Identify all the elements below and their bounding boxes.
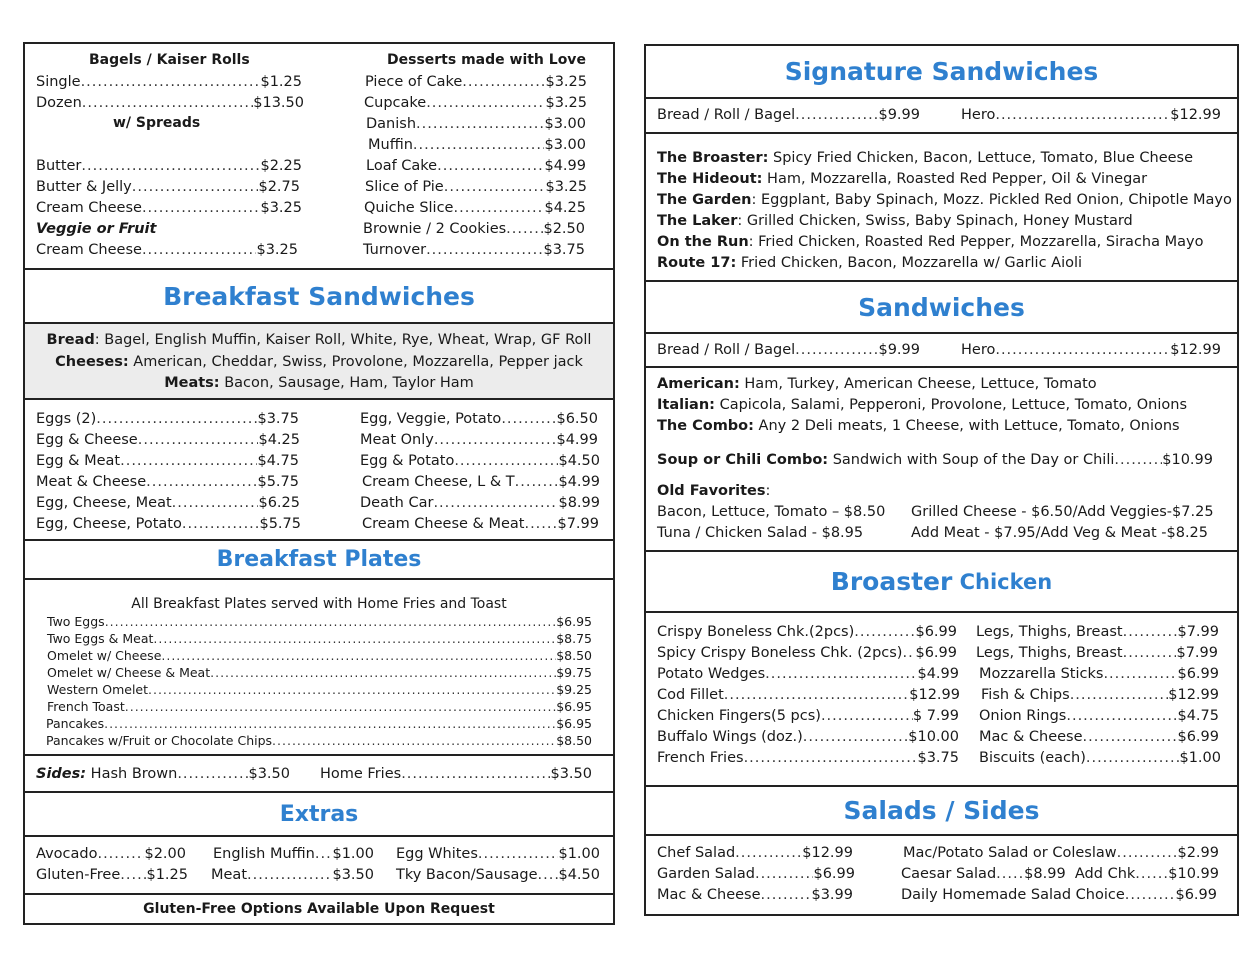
menu-item: Butter ..... $2.25 — [36, 157, 302, 175]
menu-item: Tky Bacon/Sausage ..... $4.50 — [396, 866, 600, 884]
dot-leader — [765, 665, 917, 683]
menu-item: Legs, Thighs, Breast ..... $7.99 — [976, 644, 1218, 662]
salads-sides-title: Salads / Sides — [646, 787, 1237, 836]
dot-leader — [735, 844, 802, 862]
menu-item: Loaf Cake ..... $4.99 — [366, 157, 586, 175]
dot-leader — [177, 765, 248, 783]
sandwiches-list — [646, 334, 1237, 552]
dot-leader — [515, 473, 559, 491]
sandwich-description: American: Ham, Turkey, American Cheese, Lettuce, Tomato — [657, 376, 1097, 392]
dot-leader — [426, 241, 543, 259]
dot-leader — [444, 178, 546, 196]
soup-combo: Soup or Chili Combo: Sandwich with Soup of the Day or Chili ..... $10.99 — [657, 451, 1213, 469]
veggie-label: Veggie or Fruit — [36, 221, 157, 237]
menu-item: Turnover ..... $3.75 — [363, 241, 585, 259]
dot-leader — [506, 220, 543, 238]
dot-leader — [755, 865, 814, 883]
sandwich-description: The Hideout: Ham, Mozzarella, Roasted Red Pepper, Oil & Vinegar — [657, 171, 1148, 187]
dot-leader — [478, 845, 559, 863]
cheese-options: Cheeses: American, Cheddar, Swiss, Provolone, Mozzarella, Pepper jack — [55, 354, 583, 370]
dot-leader — [795, 341, 878, 359]
left-menu-panel — [23, 42, 615, 925]
dot-leader — [82, 94, 253, 112]
menu-item: Cod Fillet ..... $12.99 — [657, 686, 960, 704]
dot-leader — [315, 845, 333, 863]
menu-item: Cream Cheese ..... $3.25 — [36, 241, 298, 259]
breakfast-plates-list — [25, 580, 613, 756]
menu-item: Daily Homemade Salad Choice ..... $6.99 — [901, 886, 1217, 904]
dot-leader — [1070, 686, 1169, 704]
dot-leader — [1083, 728, 1178, 746]
dot-leader — [97, 845, 144, 863]
bagels-header: Bagels / Kaiser Rolls — [89, 52, 250, 68]
dot-leader — [120, 866, 146, 884]
dot-leader — [401, 765, 550, 783]
extras-title: Extras — [25, 793, 613, 837]
menu-item: Cream Cheese, L & T ..... $4.99 — [362, 473, 600, 491]
dot-leader — [724, 686, 909, 704]
menu-item: Eggs (2) ..... $3.75 — [36, 410, 299, 428]
menu-item: Quiche Slice ..... $4.25 — [364, 199, 586, 217]
dot-leader — [161, 647, 556, 664]
menu-item: Meat Only ..... $4.99 — [360, 431, 598, 449]
menu-item: Meat ..... $3.50 — [211, 866, 374, 884]
spreads-header: w/ Spreads — [113, 115, 201, 131]
dot-leader — [902, 644, 915, 662]
menu-item: Egg & Meat ..... $4.75 — [36, 452, 299, 470]
menu-item: Crispy Boneless Chk.(2pcs) ..... $6.99 — [657, 623, 957, 641]
menu-item: French Toast ..... $6.95 — [47, 698, 592, 715]
menu-item: Egg, Veggie, Potato ..... $6.50 — [360, 410, 598, 428]
menu-item: Cream Cheese ..... $3.25 — [36, 199, 302, 217]
salads-list — [646, 836, 1237, 914]
menu-item: Western Omelet ..... $9.25 — [47, 681, 592, 698]
dot-leader — [995, 341, 1170, 359]
dot-leader — [1117, 844, 1178, 862]
menu-item: Two Eggs ..... $6.95 — [47, 613, 592, 630]
menu-item: Muffin ..... $3.00 — [368, 136, 586, 154]
menu-item: Mozzarella Sticks ..... $6.99 — [979, 665, 1219, 683]
dot-leader — [1086, 749, 1180, 767]
dot-leader — [210, 664, 556, 681]
menu-item: Omelet w/ Cheese & Meat ..... $9.75 — [47, 664, 592, 681]
dot-leader — [462, 73, 545, 91]
menu-item: Egg, Cheese, Meat ..... $6.25 — [36, 494, 300, 512]
breakfast-sandwich-list — [25, 400, 613, 541]
menu-item: Slice of Pie ..... $3.25 — [365, 178, 587, 196]
menu-item: Spicy Crispy Boneless Chk. (2pcs) ..... $6.99 — [657, 644, 957, 662]
dot-leader — [996, 865, 1024, 883]
menu-item: Hero ..... $12.99 — [961, 341, 1221, 359]
dot-leader — [104, 715, 556, 732]
dot-leader — [437, 157, 544, 175]
menu-item: Cream Cheese & Meat ..... $7.99 — [362, 515, 599, 533]
dot-leader — [433, 494, 558, 512]
menu-item: Avocado ..... $2.00 — [36, 845, 186, 863]
sandwich-description: Italian: Capicola, Salami, Pepperoni, Provolone, Lettuce, Tomato, Onions — [657, 397, 1187, 413]
dot-leader — [854, 623, 915, 641]
dot-leader — [821, 707, 913, 725]
menu-item: Egg, Cheese, Potato ..... $5.75 — [36, 515, 301, 533]
sandwich-description: Route 17: Fried Chicken, Bacon, Mozzarella w/ Garlic Aioli — [657, 255, 1083, 271]
menu-item: Fish & Chips ..... $12.99 — [981, 686, 1219, 704]
menu-item: Biscuits (each) ..... $1.00 — [979, 749, 1221, 767]
dot-leader — [1135, 865, 1168, 883]
dot-leader — [153, 630, 556, 647]
menu-item: Piece of Cake ..... $3.25 — [365, 73, 587, 91]
sandwich-description: The Laker: Grilled Chicken, Swiss, Baby Spinach, Honey Mustard — [657, 213, 1133, 229]
menu-item: Home Fries ..... $3.50 — [320, 765, 592, 783]
menu-item: Hero ..... $12.99 — [961, 106, 1221, 124]
menu-item: French Fries ..... $3.75 — [657, 749, 959, 767]
dot-leader — [434, 431, 557, 449]
gluten-free-footer — [25, 895, 613, 923]
menu-item: Brownie / 2 Cookies ..... $2.50 — [363, 220, 585, 238]
dot-leader — [1123, 623, 1178, 641]
menu-item: Bread / Roll / Bagel ..... $9.99 — [657, 341, 920, 359]
sandwiches-title: Sandwiches — [646, 282, 1237, 334]
sandwich-description: The Broaster: Spicy Fried Chicken, Bacon, Lettuce, Tomato, Blue Cheese — [657, 150, 1194, 166]
dot-leader — [105, 613, 557, 630]
menu-item: Mac/Potato Salad or Coleslaw ..... $2.99 — [903, 844, 1219, 862]
dot-leader — [1125, 886, 1176, 904]
dot-leader — [138, 431, 259, 449]
dot-leader — [995, 106, 1170, 124]
menu-item: Meat & Cheese ..... $5.75 — [36, 473, 299, 491]
old-favorite-item: Add Meat - $7.95/Add Veg & Meat -$8.25 — [911, 525, 1209, 541]
dot-leader — [453, 199, 544, 217]
dot-leader — [426, 94, 545, 112]
dot-leader — [524, 515, 557, 533]
dot-leader — [803, 728, 909, 746]
menu-item: Egg Whites ..... $1.00 — [396, 845, 600, 863]
dot-leader — [744, 749, 918, 767]
footer-note: Gluten-Free Options Available Upon Request — [143, 901, 495, 917]
dot-leader — [1103, 665, 1177, 683]
dot-leader — [182, 515, 260, 533]
sandwich-description: The Combo: Any 2 Deli meats, 1 Cheese, with Lettuce, Tomato, Onions — [657, 418, 1180, 434]
chicken-word: Chicken — [952, 569, 1053, 594]
menu-item: Legs, Thighs, Breast ..... $7.99 — [976, 623, 1219, 641]
menu-item: Egg & Potato ..... $4.50 — [360, 452, 600, 470]
menu-item: Two Eggs & Meat ..... $8.75 — [47, 630, 592, 647]
broaster-list — [646, 613, 1237, 787]
menu-item: English Muffin ..... $1.00 — [213, 845, 374, 863]
signature-sandwiches-title: Signature Sandwiches — [646, 46, 1237, 99]
menu-item: Chicken Fingers(5 pcs) ..... $ 7.99 — [657, 707, 959, 725]
menu-item: Single ..... $1.25 — [36, 73, 302, 91]
bread-options: Bread: Bagel, English Muffin, Kaiser Roll, White, Rye, Wheat, Wrap, GF Roll — [46, 332, 592, 348]
dot-leader — [148, 681, 556, 698]
bagels-desserts-section — [25, 44, 613, 270]
desserts-header: Desserts made with Love — [387, 52, 586, 68]
menu-item: Cupcake ..... $3.25 — [364, 94, 587, 112]
menu-item: Egg & Cheese ..... $4.25 — [36, 431, 300, 449]
dot-leader — [81, 73, 261, 91]
menu-item: Caesar Salad ..... $8.99 Add Chk ..... $10.99 — [901, 865, 1219, 883]
plates-note: All Breakfast Plates served with Home Fries and Toast — [131, 596, 507, 612]
menu-item: Buffalo Wings (doz.) ..... $10.00 — [657, 728, 959, 746]
old-favorite-item: Tuna / Chicken Salad - $8.95 — [657, 525, 864, 541]
breakfast-plates-title: Breakfast Plates — [25, 541, 613, 580]
dot-leader — [142, 199, 261, 217]
dot-leader — [120, 452, 257, 470]
sandwich-description: The Garden: Eggplant, Baby Spinach, Mozz. Pickled Red Onion, Chipotle Mayo — [657, 192, 1232, 208]
dot-leader — [416, 115, 544, 133]
dot-leader — [795, 106, 878, 124]
dot-leader — [454, 452, 558, 470]
dot-leader — [247, 866, 332, 884]
menu-item: Onion Rings ..... $4.75 — [979, 707, 1219, 725]
signature-sandwiches-list — [646, 99, 1237, 282]
dot-leader — [146, 473, 257, 491]
extras-list — [25, 837, 613, 895]
dot-leader — [172, 494, 259, 512]
breakfast-options — [25, 324, 613, 400]
sandwich-description: On the Run: Fried Chicken, Roasted Red Pepper, Mozzarella, Siracha Mayo — [657, 234, 1204, 250]
broaster-word: Broaster — [830, 567, 953, 596]
dot-leader — [501, 410, 556, 428]
menu-item: Death Car ..... $8.99 — [360, 494, 600, 512]
right-menu-panel — [644, 44, 1239, 916]
dot-leader — [413, 136, 545, 154]
menu-item: Butter & Jelly ..... $2.75 — [36, 178, 300, 196]
old-favorite-item: Grilled Cheese - $6.50/Add Veggies-$7.25 — [911, 504, 1214, 520]
dot-leader — [272, 732, 556, 749]
sides-row — [25, 756, 613, 793]
menu-item: Omelet w/ Cheese ..... $8.50 — [47, 647, 592, 664]
dot-leader — [96, 410, 257, 428]
old-favorites-label: Old Favorites: — [657, 483, 771, 499]
menu-item: Bread / Roll / Bagel ..... $9.99 — [657, 106, 920, 124]
menu-item: Pancakes w/Fruit or Chocolate Chips ..... $8.50 — [46, 732, 592, 749]
dot-leader — [1123, 644, 1177, 662]
menu-item: Danish ..... $3.00 — [366, 115, 586, 133]
menu-item: Mac & Cheese ..... $6.99 — [979, 728, 1219, 746]
menu-item: Gluten-Free ..... $1.25 — [36, 866, 188, 884]
menu-item: Chef Salad ..... $12.99 — [657, 844, 853, 862]
dot-leader — [761, 886, 812, 904]
menu-item: Garden Salad ..... $6.99 — [657, 865, 855, 883]
menu-item: Mac & Cheese ..... $3.99 — [657, 886, 853, 904]
menu-item: Sides: Hash Brown ..... $3.50 — [36, 765, 290, 783]
old-favorite-item: Bacon, Lettuce, Tomato – $8.50 — [657, 504, 886, 520]
dot-leader — [132, 178, 259, 196]
dot-leader — [81, 157, 260, 175]
dot-leader — [142, 241, 257, 259]
broaster-chicken-title — [646, 552, 1237, 613]
dot-leader — [1066, 707, 1177, 725]
menu-item: Potato Wedges ..... $4.99 — [657, 665, 959, 683]
menu-item: Pancakes ..... $6.95 — [46, 715, 592, 732]
dot-leader — [125, 698, 556, 715]
dot-leader — [538, 866, 559, 884]
menu-item: Dozen ..... $13.50 — [36, 94, 304, 112]
dot-leader — [1114, 451, 1162, 469]
breakfast-sandwiches-title: Breakfast Sandwiches — [25, 270, 613, 324]
meat-options: Meats: Bacon, Sausage, Ham, Taylor Ham — [164, 375, 474, 391]
